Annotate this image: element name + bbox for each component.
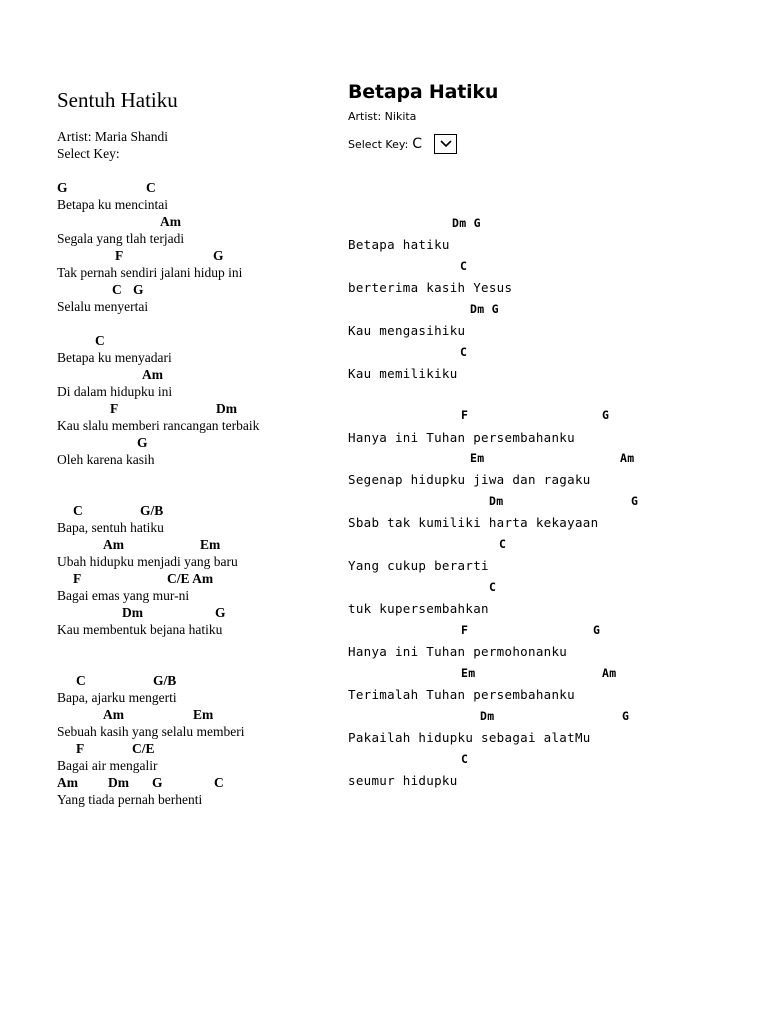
lyric-line: Hanya ini Tuhan permohonanku [348, 644, 568, 659]
chord-line [57, 213, 337, 230]
select-key-label: Select Key: [348, 137, 409, 151]
chord-line [57, 366, 337, 383]
chord-line: C [489, 580, 497, 594]
song-title: Sentuh Hatiku [57, 88, 178, 112]
lyrics-body [57, 179, 337, 808]
chord: Am [103, 707, 124, 722]
chord: C [146, 180, 156, 195]
chord-line [57, 434, 337, 451]
lyric-line: Bagai emas yang mur-ni [57, 588, 190, 603]
lyric-line: Betapa hatiku [348, 237, 450, 252]
stanza [57, 332, 337, 468]
chord: Dm [122, 605, 143, 620]
chord: G [213, 248, 224, 263]
lyric-line: Kau membentuk bejana hatiku [57, 622, 223, 637]
chord: G/B [153, 673, 177, 688]
chord-line [57, 604, 337, 621]
chord-line [57, 179, 337, 196]
chord: G [215, 605, 226, 620]
chord-line: G [631, 494, 639, 508]
lyric-line: tuk kupersembahkan [348, 601, 489, 616]
lyric-line: Kau memilikiku [348, 366, 458, 381]
chord: F [115, 248, 124, 263]
chord-line: Am [620, 451, 635, 465]
lyric-line: Bapa, sentuh hatiku [57, 520, 164, 535]
lyric-line: Yang tiada pernah berhenti [57, 792, 203, 807]
chord-line: C [460, 345, 468, 359]
lyric-line: Hanya ini Tuhan persembahanku [348, 430, 575, 445]
chord: C/E [132, 741, 155, 756]
chord-line: Dm G [470, 302, 499, 316]
lyric-line: Oleh karena kasih [57, 452, 155, 467]
lyric-line: Sbab tak kumiliki harta kekayaan [348, 515, 599, 530]
lyric-line: Segenap hidupku jiwa dan ragaku [348, 472, 591, 487]
chord: Am [142, 367, 163, 382]
chord-line: Em [470, 451, 485, 465]
chord-line: Dm G [452, 216, 481, 230]
lyric-line: berterima kasih Yesus [348, 280, 513, 295]
chord: C [76, 673, 86, 688]
chord: G [137, 435, 148, 450]
chord-line [57, 536, 337, 553]
chord: G [133, 282, 144, 297]
lyric-line: Betapa ku mencintai [57, 197, 168, 212]
chord-line [57, 502, 337, 519]
chord: F [73, 571, 82, 586]
chord-line: F [461, 408, 469, 422]
chord-line: Dm [489, 494, 504, 508]
lyric-line: Segala yang tlah terjadi [57, 231, 185, 246]
chord-line [57, 332, 337, 349]
lyric-line: Kau slalu memberi rancangan terbaik [57, 418, 260, 433]
chord-line: C [460, 259, 468, 273]
chord-line: Am [602, 666, 617, 680]
chord: F [110, 401, 119, 416]
lyric-line: Sebuah kasih yang selalu memberi [57, 724, 245, 739]
song-title: Betapa Hatiku [348, 81, 499, 103]
chord-line: G [622, 709, 630, 723]
stanza [57, 179, 337, 315]
lyric-line: Bagai air mengalir [57, 758, 158, 773]
stanza [57, 672, 337, 808]
stanza [57, 502, 337, 638]
chord: C [214, 775, 224, 790]
chord: C [95, 333, 105, 348]
chord-line [57, 740, 337, 757]
chord-line [57, 706, 337, 723]
lyric-line: Selalu menyertai [57, 299, 149, 314]
chord: Dm [216, 401, 237, 416]
chord-line [57, 570, 337, 587]
key-selector-row [348, 132, 748, 156]
lyric-line: Betapa ku menyadari [57, 350, 172, 365]
chord-line: F [461, 623, 469, 637]
chord-line [57, 281, 337, 298]
chord: G [57, 180, 68, 195]
lyric-line: Di dalam hidupku ini [57, 384, 173, 399]
chord-line [57, 247, 337, 264]
chord-line [57, 774, 337, 791]
chord: C [112, 282, 122, 297]
chord-line [57, 672, 337, 689]
left-song-column [57, 88, 337, 808]
chord: F [76, 741, 85, 756]
chevron-down-icon [440, 140, 452, 148]
lyric-line: Tak pernah sendiri jalani hidup ini [57, 265, 243, 280]
lyric-line: Terimalah Tuhan persembahanku [348, 687, 575, 702]
chord-line [57, 400, 337, 417]
chord: Em [193, 707, 214, 722]
lyric-line: Yang cukup berarti [348, 558, 489, 573]
chord-line: G [602, 408, 610, 422]
chord: Em [200, 537, 221, 552]
chord-line: G [593, 623, 601, 637]
lyric-line: Pakailah hidupku sebagai alatMu [348, 730, 591, 745]
right-song-column [348, 80, 748, 788]
lyric-line: Kau mengasihiku [348, 323, 466, 338]
lyric-line: Bapa, ajarku mengerti [57, 690, 177, 705]
chord: Dm [108, 775, 129, 790]
lyric-line: Ubah hidupku menjadi yang baru [57, 554, 238, 569]
chord-line: C [461, 752, 469, 766]
chord: Am [160, 214, 181, 229]
key-value: C [412, 136, 423, 152]
chord-line: Dm [480, 709, 495, 723]
chord: C [73, 503, 83, 518]
chord-line: C [499, 537, 507, 551]
lyric-line: seumur hidupku [348, 773, 458, 788]
chord: Am [103, 537, 124, 552]
chord-line: Em [461, 666, 476, 680]
chord: C/E Am [167, 571, 214, 586]
chord: G [152, 775, 163, 790]
key-dropdown-button[interactable] [434, 134, 457, 154]
chord: G/B [140, 503, 164, 518]
select-key-label: Select Key: [57, 146, 120, 161]
artist-label: Artist: Nikita [348, 110, 417, 123]
artist-label: Artist: Maria Shandi [57, 129, 168, 144]
chord: Am [57, 775, 78, 790]
